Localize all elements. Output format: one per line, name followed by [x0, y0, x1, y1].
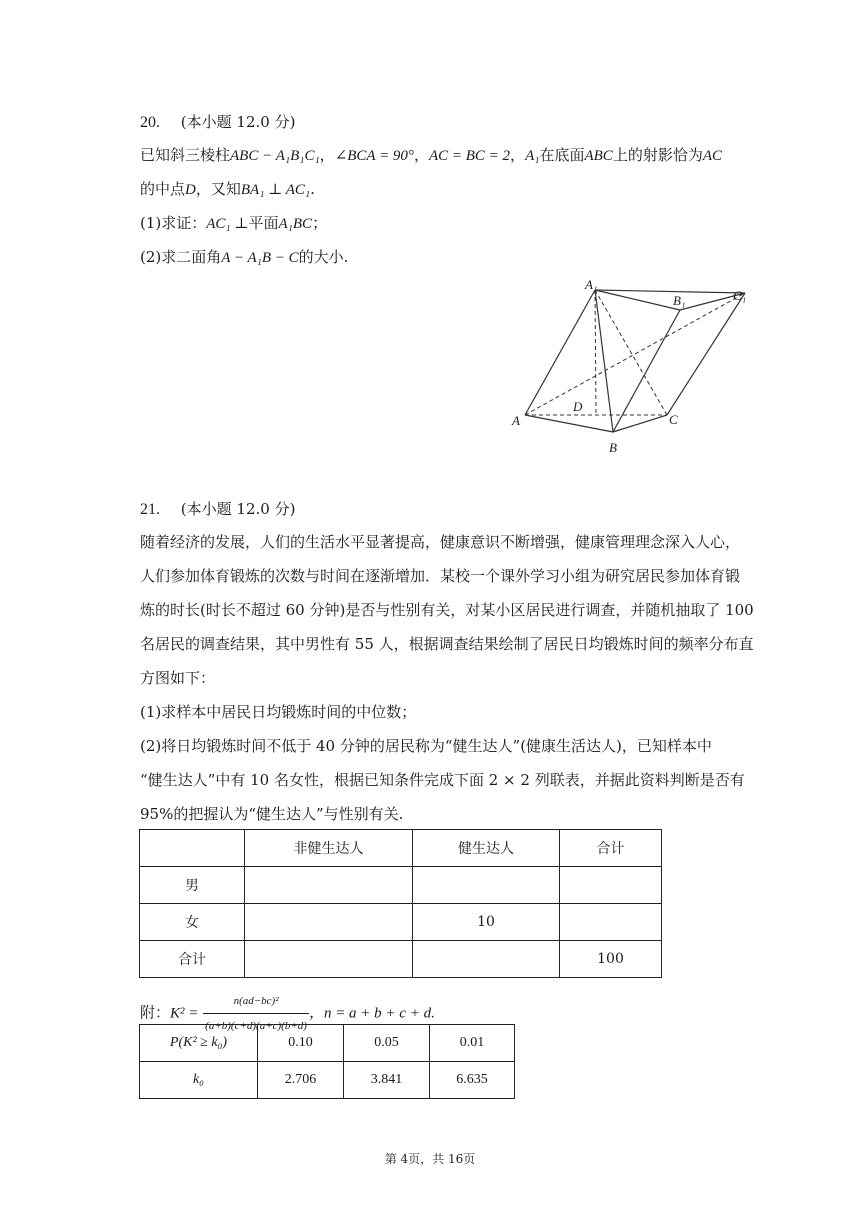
- table-cell: 100: [560, 941, 662, 978]
- table-cell: 2.706: [258, 1062, 344, 1099]
- text: ；: [312, 214, 328, 232]
- math: A − A₁B − C: [221, 250, 299, 266]
- q20-score: (本小题 12.0 分): [180, 113, 296, 131]
- q20-sub2: [140, 245, 348, 270]
- text: 的中点: [140, 180, 186, 198]
- text: (1)求证：: [140, 214, 207, 232]
- q20-sub1: [140, 211, 327, 236]
- text: (2)求二面角: [140, 248, 222, 266]
- q21-sub2: (2)将日均锻炼时间不低于 40 分钟的居民称为“健生达人”(健康生活达人)，已知样本中: [140, 737, 712, 755]
- label-a: A: [512, 413, 520, 428]
- q21-header: [140, 498, 295, 519]
- table-header: 非健生达人: [245, 830, 413, 867]
- q20-line2: [140, 177, 315, 202]
- label-a1: A₁: [585, 277, 598, 292]
- q21-line: 95%的把握认为“健生达人”与性别有关.: [140, 805, 404, 823]
- label-c1: C₁: [733, 288, 747, 303]
- table-header: 健生达人: [413, 830, 560, 867]
- table-header: P(K² ≥ k₀): [140, 1025, 258, 1062]
- table-cell: 女: [140, 904, 245, 941]
- math-lengths: AC = BC = 2: [428, 148, 511, 164]
- text: 的大小.: [298, 248, 349, 266]
- q21-score: (本小题 12.0 分): [180, 500, 296, 518]
- edge-a1d: [595, 290, 596, 415]
- formula-denominator: (a+b)(c+d)(a+c)(b+d): [205, 1020, 307, 1032]
- text: 在底面: [539, 146, 585, 164]
- table-row: [140, 1025, 515, 1062]
- text: ，又知: [195, 180, 241, 198]
- edge-a1b: [595, 290, 613, 432]
- math-d: D: [185, 182, 196, 198]
- text: 已知斜三棱柱: [140, 146, 231, 164]
- label-b1: B₁: [673, 293, 686, 308]
- q21-line: 随着经济的发展，人们的生活水平显著提高，健康意识不断增强，健康管理理念深入人心，: [140, 533, 741, 551]
- edge-aa1: [525, 290, 595, 415]
- text: 平面: [248, 214, 279, 232]
- text: ，: [510, 146, 526, 164]
- page-footer: 第 4页，共 16页: [384, 1152, 476, 1166]
- edge-ab: [525, 415, 613, 432]
- table-header: 合计: [560, 830, 662, 867]
- text: ，: [319, 146, 335, 164]
- label-b: B: [609, 440, 617, 455]
- table-cell: [245, 867, 413, 904]
- table-cell: [413, 941, 560, 978]
- q20-header: [140, 111, 295, 132]
- edge-ac1: [525, 293, 745, 415]
- edge-a1c1: [595, 290, 745, 293]
- table-cell: 0.01: [430, 1025, 515, 1062]
- table-cell: 合计: [140, 941, 245, 978]
- text: ，: [413, 146, 429, 164]
- formula-numerator: n(ad−bc)²: [203, 989, 309, 1014]
- label-d: D: [573, 399, 583, 414]
- table-row: [140, 904, 662, 941]
- prism-figure: [505, 272, 765, 462]
- table-cell: [560, 867, 662, 904]
- q21-line: 人们参加体育锻炼的次数与时间在逐渐增加．某校一个课外学习小组为研究居民参加体育锻: [140, 567, 741, 585]
- table-cell: 3.841: [344, 1062, 430, 1099]
- table-cell: 男: [140, 867, 245, 904]
- label-c: C: [669, 412, 678, 427]
- table-cell: [245, 904, 413, 941]
- math-abc: ABC: [584, 148, 613, 164]
- table-row: [140, 867, 662, 904]
- q21-line: 名居民的调查结果，其中男性有 55 人，根据调查结果绘制了居民日均锻炼时间的频率分布直: [140, 635, 754, 653]
- table-cell: 0.05: [344, 1025, 430, 1062]
- table-row: [140, 1062, 515, 1099]
- table-row: [140, 830, 662, 867]
- q21-line: 方图如下：: [140, 669, 216, 687]
- formula-prefix: 附：: [140, 1003, 171, 1022]
- table-cell: [560, 904, 662, 941]
- math: A₁BC: [278, 216, 313, 232]
- q21-sub1: (1)求样本中居民日均锻炼时间的中位数；: [140, 703, 417, 721]
- table-row: [140, 941, 662, 978]
- math-ac: AC: [702, 148, 722, 164]
- formula-rest: ，n = a + b + c + d.: [308, 1005, 435, 1022]
- q21-number: 21.: [140, 501, 160, 518]
- table-cell: [413, 867, 560, 904]
- table-cell: [140, 830, 245, 867]
- edge-a1b1: [595, 290, 680, 310]
- table-cell: 6.635: [430, 1062, 515, 1099]
- text: 上的射影恰为: [612, 146, 703, 164]
- q21-line: “健生达人”中有 10 名女性，根据已知条件完成下面 2 × 2 列联表，并据此资料判断是否有: [140, 771, 745, 789]
- table-header: k₀: [140, 1062, 258, 1099]
- math-angle: ∠BCA = 90°: [334, 148, 414, 164]
- math-perp: BA₁ ⊥ AC₁: [240, 182, 311, 198]
- contingency-table: [139, 829, 662, 978]
- table-cell: 10: [413, 904, 560, 941]
- formula-lhs: K² =: [170, 1005, 199, 1022]
- math-a1: A₁: [525, 148, 540, 164]
- table-cell: 0.10: [258, 1025, 344, 1062]
- q21-line: 炼的时长(时长不超过 60 分钟)是否与性别有关，对某小区居民进行调查，并随机抽取了 100: [140, 601, 754, 619]
- table-cell: [245, 941, 413, 978]
- math: AC₁ ⊥: [206, 216, 249, 232]
- q20-number: 20.: [140, 114, 160, 131]
- math-prism: ABC − A₁B₁C₁: [230, 148, 320, 164]
- critical-value-table: [139, 1024, 515, 1099]
- q20-line1: [140, 143, 722, 168]
- text: .: [310, 180, 315, 198]
